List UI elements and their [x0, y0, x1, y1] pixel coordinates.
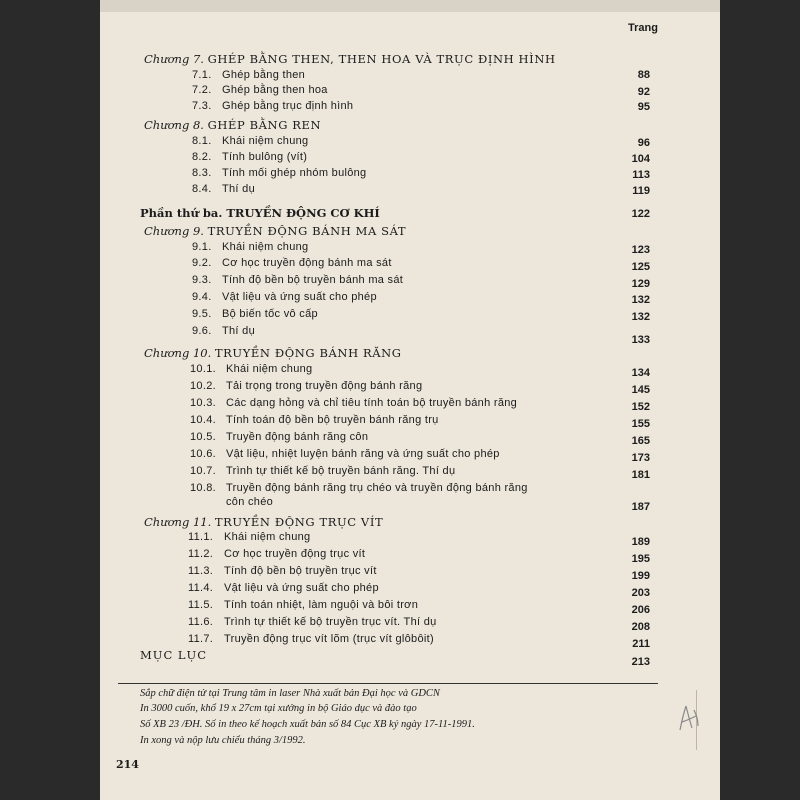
toc-page-number: 213: [631, 656, 650, 668]
chapter-label: Chương 7.: [144, 52, 204, 66]
toc-page-number: 187: [631, 501, 650, 513]
toc-entry: 8.1. Khái niệm chung: [192, 135, 309, 147]
index-heading: MỤC LỤC: [140, 648, 208, 662]
toc-entry: 10.2. Tải trọng trong truyền động bánh răng: [190, 380, 423, 392]
toc-entry: 11.3. Tính độ bền bộ truyền trục vít: [188, 565, 377, 577]
toc-page-number: 113: [632, 169, 650, 181]
toc-page-number: 206: [631, 604, 650, 616]
toc-page-number: 122: [631, 208, 650, 220]
toc-entry: 11.7. Truyền động trục vít lõm (trục vít glôbôit): [188, 633, 434, 645]
toc-page-number: 123: [631, 244, 650, 256]
chapter-7-heading: [144, 52, 556, 66]
toc-page-number: 203: [631, 587, 650, 599]
pencil-scribble-icon: [674, 700, 702, 738]
toc-page-number: 181: [631, 469, 650, 481]
toc-entry: 10.7. Trình tự thiết kế bộ truyền bánh răng. Thí dụ: [190, 465, 456, 477]
toc-page-number: 199: [631, 570, 650, 582]
toc-page-number: 211: [632, 638, 650, 650]
toc-entry: 11.5. Tính toán nhiệt, làm nguội và bôi trơn: [188, 599, 419, 611]
toc-entry: 9.4. Vật liệu và ứng suất cho phép: [192, 291, 377, 303]
toc-entry: 8.2. Tính bulông (vít): [192, 151, 308, 163]
toc-entry: 9.1. Khái niệm chung: [192, 241, 309, 253]
imprint-line: In 3000 cuốn, khổ 19 x 27cm tại xưởng in bộ Giáo dục và đào tạo: [140, 703, 417, 714]
chapter-8-heading: Chương 8. GHÉP BẰNG REN: [144, 118, 322, 132]
toc-page-number: 95: [637, 101, 650, 113]
toc-entry: 11.1. Khái niệm chung: [188, 531, 311, 543]
toc-page-number: 208: [631, 621, 650, 633]
imprint-line: In xong và nộp lưu chiểu tháng 3/1992.: [140, 735, 306, 746]
toc-page-number: 133: [631, 334, 650, 346]
toc-entry-continuation: côn chéo: [226, 496, 274, 508]
toc-entry: 10.8. Truyền động bánh răng trụ chéo và truyền động bánh răng: [190, 482, 528, 494]
toc-page-number: 134: [631, 367, 650, 379]
toc-page-number: 145: [631, 384, 650, 396]
toc-entry: 7.3. Ghép bằng trục định hình: [192, 100, 354, 112]
toc-page-number: 195: [631, 553, 650, 565]
toc-entry: 11.4. Vật liệu và ứng suất cho phép: [188, 582, 379, 594]
toc-entry: 10.4. Tính toán độ bền bộ truyền bánh răng trụ: [190, 414, 439, 426]
part-three-heading: Phần thứ ba. TRUYỀN ĐỘNG CƠ KHÍ: [140, 206, 380, 220]
toc-entry: 7.2. Ghép bằng then hoa: [192, 84, 328, 96]
book-page: [100, 0, 720, 800]
toc-entry: 7.1. Ghép bằng then: [192, 69, 306, 81]
toc-entry: 9.5. Bộ biến tốc vô cấp: [192, 308, 318, 320]
toc-page-number: 165: [631, 435, 650, 447]
toc-entry: 9.3. Tính độ bền bộ truyền bánh ma sát: [192, 274, 404, 286]
toc-page-number: 96: [637, 137, 650, 149]
toc-entry: 9.6. Thí dụ: [192, 325, 255, 337]
page-column-header: Trang: [628, 22, 658, 34]
imprint-line: Số XB 23 /ĐH. Số in theo kế hoạch xuất bản số 84 Cục XB ký ngày 17-11-1991.: [140, 719, 475, 730]
chapter-10-heading: Chương 10. TRUYỀN ĐỘNG BÁNH RĂNG: [144, 346, 402, 360]
toc-entry: 10.5. Truyền động bánh răng côn: [190, 431, 369, 443]
toc-entry: 11.2. Cơ học truyền động trục vít: [188, 548, 366, 560]
chapter-11-heading: Chương 11. TRUYỀN ĐỘNG TRỤC VÍT: [144, 515, 384, 529]
toc-page-number: 152: [631, 401, 650, 413]
toc-page-number: 173: [631, 452, 650, 464]
toc-entry: 8.3. Tính mối ghép nhóm bulông: [192, 167, 367, 179]
divider-line: [118, 683, 658, 684]
toc-page-number: 104: [631, 153, 650, 165]
toc-page-number: 132: [631, 311, 650, 323]
toc-page-number: 155: [631, 418, 650, 430]
toc-page-number: 132: [631, 294, 650, 306]
toc-page-number: 189: [631, 536, 650, 548]
page-number: 214: [116, 758, 139, 771]
chapter-title: GHÉP BẰNG THEN, THEN HOA VÀ TRỤC ĐỊNH HÌNH: [207, 52, 556, 66]
imprint-line: Sắp chữ điện tử tại Trung tâm in laser Nhà xuất bản Đại học và GDCN: [140, 688, 440, 699]
page-top-edge: [100, 0, 720, 12]
toc-entry: 10.3. Các dạng hỏng và chỉ tiêu tính toán bộ truyền bánh răng: [190, 397, 518, 409]
toc-page-number: 129: [631, 278, 650, 290]
toc-entry: 10.6. Vật liệu, nhiệt luyện bánh răng và ứng suất cho phép: [190, 448, 500, 460]
toc-entry: 10.1. Khái niệm chung: [190, 363, 313, 375]
toc-entry: 8.4. Thí dụ: [192, 183, 255, 195]
toc-page-number: 119: [632, 185, 650, 197]
toc-page-number: 125: [631, 261, 650, 273]
toc-entry: 11.6. Trình tự thiết kế bộ truyền trục vít. Thí dụ: [188, 616, 437, 628]
toc-page-number: 92: [637, 86, 650, 98]
toc-entry: 9.2. Cơ học truyền động bánh ma sát: [192, 257, 392, 269]
toc-page-number: 88: [637, 69, 650, 81]
chapter-9-heading: Chương 9. TRUYỀN ĐỘNG BÁNH MA SÁT: [144, 224, 407, 238]
